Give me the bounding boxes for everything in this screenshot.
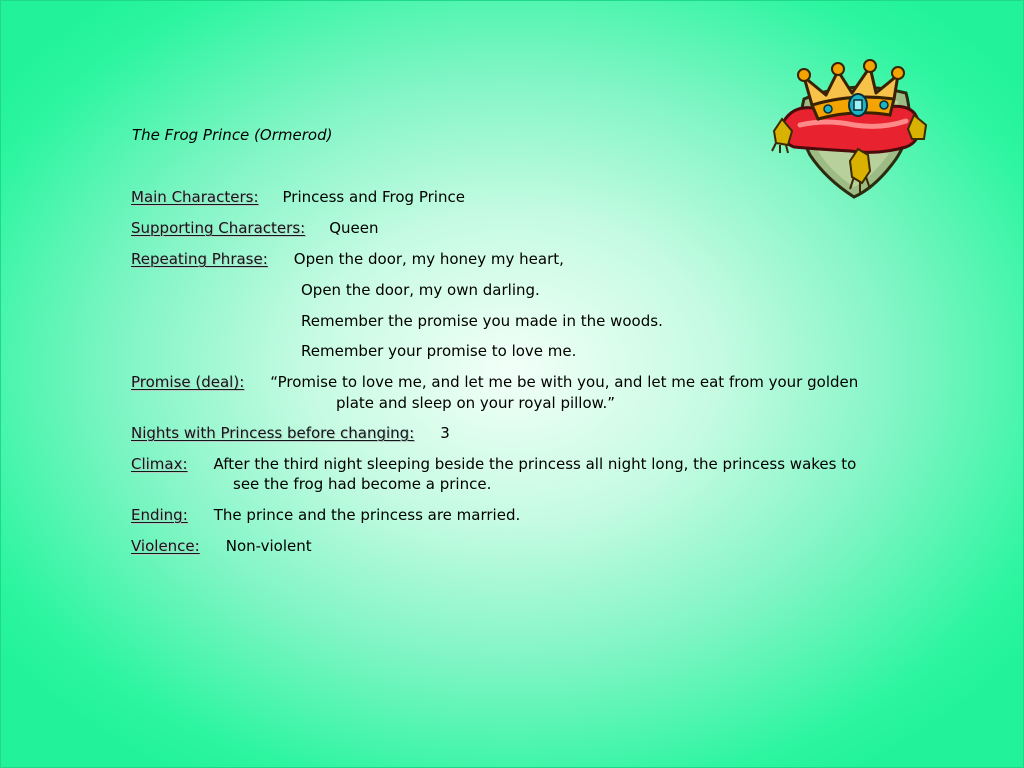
violence-row [131,536,312,556]
nights-value: 3 [440,424,450,442]
violence-value: Non-violent [225,537,312,555]
ending-value: The prince and the princess are married. [213,506,521,524]
main-characters-label: Main Characters: [131,188,259,206]
main-characters-row [131,187,465,207]
supporting-characters-value: Queen [329,219,379,237]
ending-label: Ending: [131,506,188,524]
repeating-phrase-line-3: Remember the promise you made in the woods. [301,312,663,330]
supporting-characters-row [131,218,378,238]
violence-label: Violence: [131,537,200,555]
supporting-characters-label: Supporting Characters: [131,219,306,237]
crown-pillow-clipart [766,59,934,201]
slide-title: The Frog Prince (Ormerod) [132,126,333,144]
repeating-phrase-label: Repeating Phrase: [131,250,268,268]
promise-row [131,372,858,392]
promise-line-1: “Promise to love me, and let me be with you, and let me eat from your golden [270,373,859,391]
promise-line-2: plate and sleep on your royal pillow.” [336,394,616,412]
main-characters-value: Princess and Frog Prince [282,188,465,206]
repeating-phrase-line-1: Open the door, my honey my heart, [293,250,564,268]
nights-label: Nights with Princess before changing: [131,424,415,442]
repeating-phrase-line-2: Open the door, my own darling. [301,281,540,299]
climax-row [131,454,856,474]
nights-row [131,423,450,443]
repeating-phrase-line-4: Remember your promise to love me. [301,342,577,360]
ending-row [131,505,520,525]
promise-label: Promise (deal): [131,373,245,391]
climax-label: Climax: [131,455,188,473]
climax-line-1: After the third night sleeping beside the princess all night long, the princess wakes to [213,455,857,473]
climax-line-2: see the frog had become a prince. [233,475,492,493]
repeating-phrase-row [131,249,564,269]
